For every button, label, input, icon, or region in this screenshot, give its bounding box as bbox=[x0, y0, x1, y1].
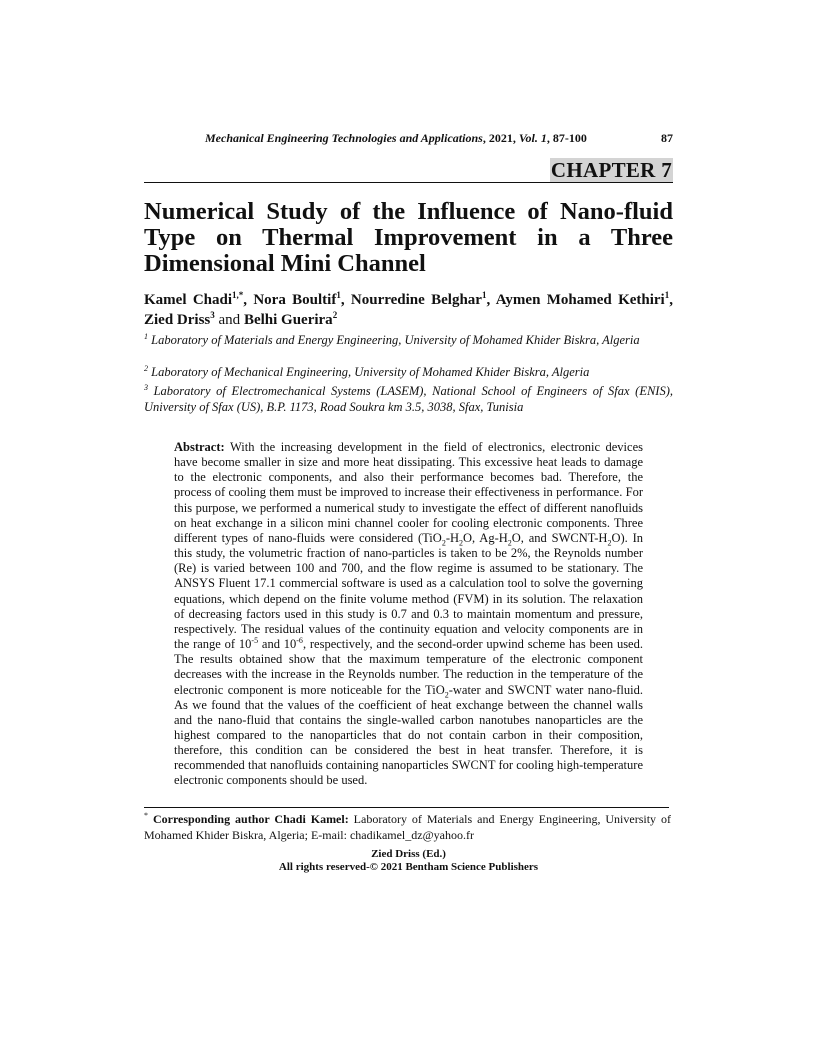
footnote-label: Corresponding author Chadi Kamel: bbox=[152, 812, 349, 826]
subscript: 2 bbox=[444, 690, 449, 699]
abstract-text: O, Ag-H bbox=[463, 530, 508, 545]
author-affiliation-marker: 2 bbox=[332, 310, 338, 320]
abstract-text: With the increasing development in the field of electronics, electronic devices have become smaller in size and more heat dissipating. This excessive heat leads to damage to the electronic components, and also their performance becomes bad. Therefore, the process of cooling them must be improved to increase their effectiveness in performance. For this purpose, we performed a numerical study to investigate the effect of different nanofluids on heat exchange in a silicon mini channel cooler for cooling electronic components. Three different types of nano-fluids were considered (TiO bbox=[174, 440, 643, 545]
author-name: Belhi Guerira bbox=[243, 312, 333, 328]
affiliation bbox=[144, 383, 673, 415]
author-separator: , bbox=[243, 292, 254, 308]
author-separator: , bbox=[340, 292, 351, 308]
author-separator: , bbox=[669, 292, 673, 308]
author-affiliation-marker: 1 bbox=[336, 290, 341, 300]
footnote bbox=[144, 811, 671, 843]
affiliation-text: Laboratory of Mechanical Engineering, University of Mohamed Khider Biskra, Algeria bbox=[151, 365, 590, 379]
author-separator: and bbox=[214, 312, 244, 328]
editor-line: Zied Driss (Ed.) bbox=[371, 848, 446, 860]
footnote-text: Laboratory of Materials and Energy Engineering, University of Mohamed Khider Biskra, Algeria; E-mail: chadikamel_dz@yahoo.fr bbox=[144, 812, 671, 842]
affiliation-marker: 1 bbox=[144, 331, 148, 341]
chapter-rule bbox=[144, 182, 673, 183]
footnote-rule bbox=[144, 807, 669, 808]
page-number: 87 bbox=[661, 131, 673, 145]
journal-pages: , 87-100 bbox=[546, 131, 587, 145]
affiliation-marker: 3 bbox=[144, 382, 148, 392]
author-name: Kamel Chadi bbox=[144, 292, 232, 308]
abstract-text: and 10 bbox=[258, 637, 297, 652]
abstract-label: Abstract: bbox=[174, 440, 225, 454]
journal-year: , 2021, bbox=[482, 131, 519, 145]
rights-line: All rights reserved-© 2021 Bentham Science Publishers bbox=[278, 861, 539, 873]
subscript: 2 bbox=[607, 538, 612, 548]
author-name: Nora Boultif bbox=[253, 292, 337, 308]
journal-volume: Vol. 1 bbox=[518, 131, 547, 145]
author-name: Nourredine Belghar bbox=[350, 292, 482, 308]
running-head bbox=[205, 131, 673, 146]
author-list bbox=[144, 290, 673, 330]
affiliation bbox=[144, 364, 673, 380]
subscript: 2 bbox=[459, 538, 464, 548]
subscript: 2 bbox=[441, 538, 446, 548]
paper-title: Numerical Study of the Influence of Nano-fluid Type on Thermal Improvement in a Three Dimensional Mini Channel bbox=[144, 198, 673, 277]
author-affiliation-marker: 1,* bbox=[232, 290, 244, 300]
author-affiliation-marker: 1 bbox=[481, 290, 487, 300]
abstract-text: , respectively, and the second-order upwind scheme has been used. The results obtained show that the maximum temperature of the electronic component decreases with the increase in the Reynolds number. The reduction in the temperature of the electronic component is more noticeable for the TiO bbox=[174, 637, 643, 697]
affiliation bbox=[144, 332, 673, 348]
author-affiliation-marker: 1 bbox=[664, 290, 670, 300]
abstract-text: O). In this study, the volumetric fraction of nano-particles is taken to be 2%, the Reynolds number (Re) is varied between 100 and 700, and the flow regime is assumed to be stationary. The ANSYS Fluent 17.1 commercial software is used as a calculation tool to solve the governing equations, which depend on the finite volume method (FVM) in its solution. The relaxation of decreasing factors used in this study is 0.7 and 0.3 to maintain momentum and pressure, respectively. The residual values of the continuity equation and velocity components are in the range of 10 bbox=[174, 530, 643, 652]
author-name: Zied Driss bbox=[144, 312, 211, 328]
subscript: 2 bbox=[507, 538, 512, 548]
abstract-text: -water and SWCNT water nano-fluid. As we found that the values of the coefficient of heat exchange between the channel walls and the nano-fluid that contains the single-walled carbon nanotubes nanoparticles are the highest compared to the nanoparticles that do not contain carbon in their composition, therefore, this condition can be considered the best in heat transfer. Therefore, it is recommended that nanofluids containing nanoparticles SWCNT for cooling high-temperature electronic components should be used. bbox=[174, 682, 643, 788]
chapter-label: CHAPTER 7 bbox=[550, 158, 672, 182]
superscript: -6 bbox=[296, 635, 303, 645]
footnote-marker: * bbox=[144, 811, 148, 820]
author-affiliation-marker: 3 bbox=[210, 310, 215, 320]
author-separator: , bbox=[486, 292, 496, 308]
author-name: Aymen Mohamed Kethiri bbox=[495, 292, 665, 308]
abstract-text: O, and SWCNT-H bbox=[511, 530, 608, 545]
affiliation-marker: 2 bbox=[144, 363, 148, 373]
journal-name: Mechanical Engineering Technologies and Applications bbox=[205, 131, 483, 145]
superscript: -5 bbox=[251, 635, 259, 645]
abstract-text: -H bbox=[445, 530, 460, 545]
abstract bbox=[174, 440, 643, 789]
affiliation-text: Laboratory of Materials and Energy Engineering, University of Mohamed Khider Biskra, Algeria bbox=[151, 333, 640, 347]
affiliation-text: Laboratory of Electromechanical Systems (LASEM), National School of Engineers of Sfax (ENIS), University of Sfax (US), B.P. 1173, Road Soukra km 3.5, 3038, Sfax, Tunisia bbox=[144, 384, 674, 414]
